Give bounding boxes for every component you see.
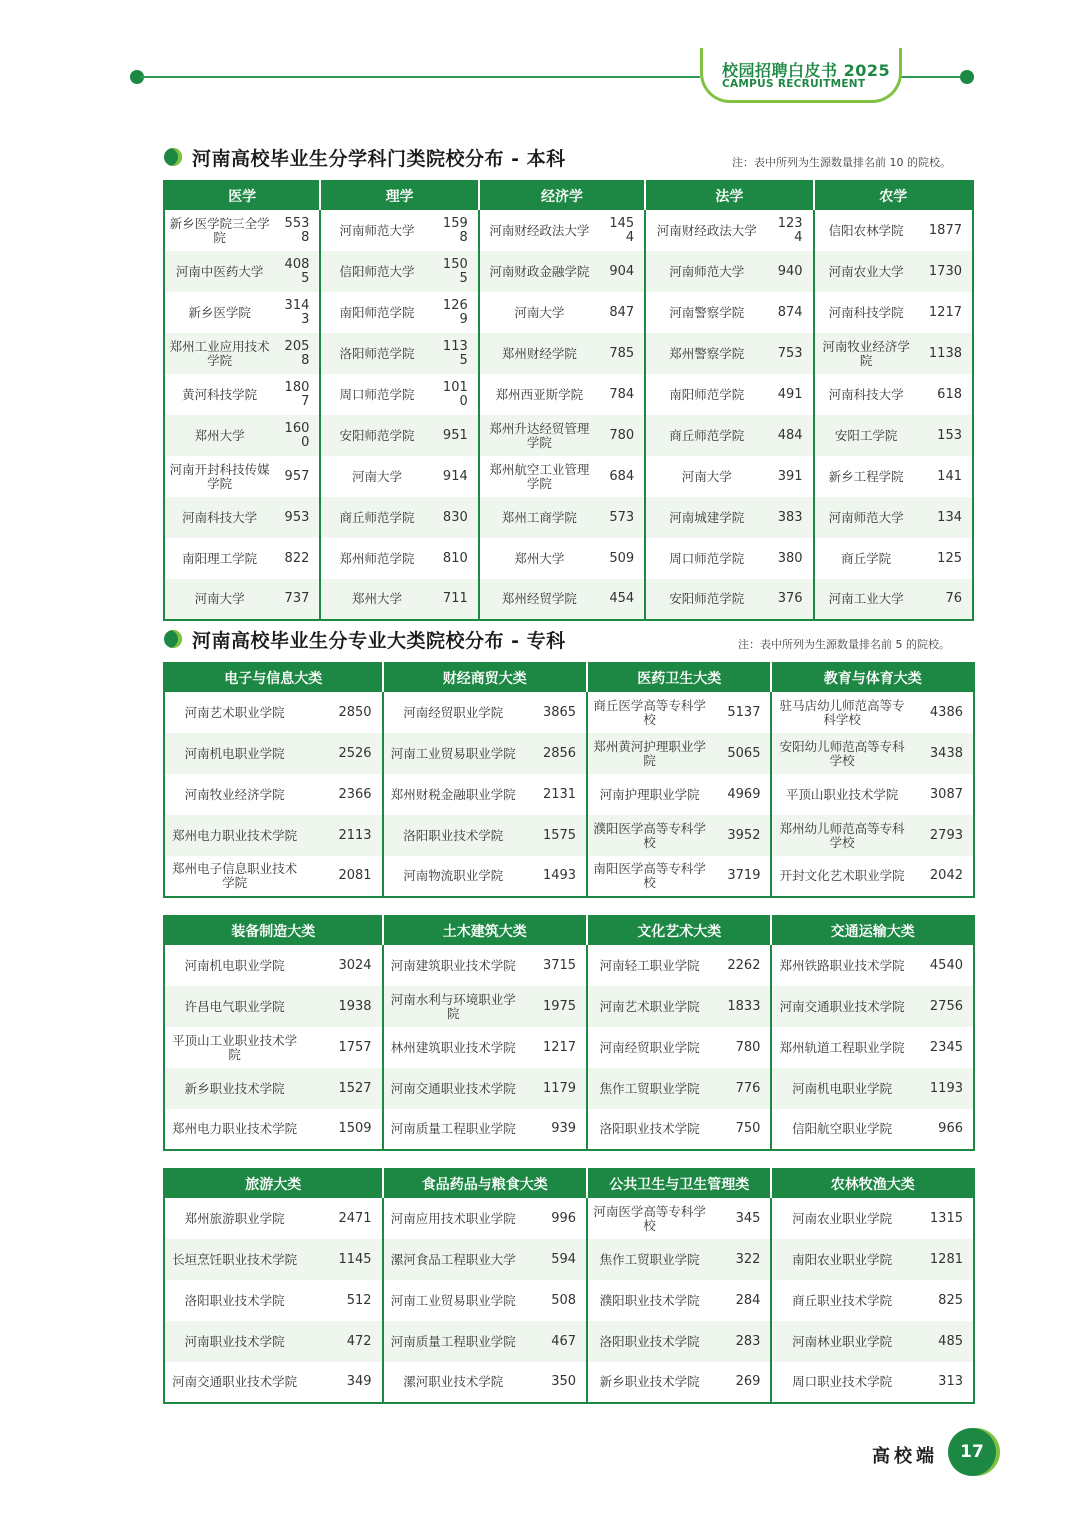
school-name: 洛阳职业技术学院: [599, 1121, 700, 1136]
graduate-count: 737: [274, 579, 320, 620]
graduate-count: 512: [304, 1280, 382, 1321]
graduate-count: 1975: [523, 986, 587, 1027]
graduate-count: 2081: [304, 856, 382, 897]
school-name: 濮阳医学高等专科学校: [587, 815, 711, 856]
school-name: 洛阳职业技术学院: [383, 815, 523, 856]
graduate-count: 822: [274, 538, 320, 579]
graduate-count: 1493: [523, 856, 587, 897]
school-name: 河南机电职业学院: [184, 957, 285, 973]
graduate-count: 1807: [274, 374, 320, 415]
table-row: [164, 1109, 974, 1150]
school-name: 河南大学: [681, 468, 732, 484]
school-name: 河南交通职业技术学院: [383, 1068, 523, 1109]
graduate-count: 141: [937, 468, 962, 484]
vocational-note: 注：表中所列为生源数量排名前 5 的院校。: [738, 638, 950, 651]
school-name: 河南林业职业学院: [771, 1321, 911, 1362]
school-name: 濮阳职业技术学院: [599, 1292, 700, 1308]
school-name: 河南艺术职业学院: [184, 704, 285, 720]
table-row: [164, 374, 973, 415]
school-name: 郑州电力职业技术学院: [172, 1121, 298, 1136]
school-name: 河南财政金融学院: [479, 251, 599, 292]
school-name: 河南农业职业学院: [792, 1210, 893, 1226]
graduate-count: 1138: [918, 333, 973, 374]
school-name: 郑州大学: [164, 415, 274, 456]
column-header: 电子与信息大类: [164, 663, 383, 692]
graduate-count: 1234: [767, 210, 813, 251]
brand-logo: [700, 48, 900, 104]
column-header: 教育与体育大类: [771, 663, 974, 692]
graduate-count: 2262: [711, 945, 771, 986]
graduate-count: 3715: [523, 945, 587, 986]
vocational-section-title: [164, 627, 566, 651]
column-header: 农学: [814, 181, 973, 210]
graduate-count: 2856: [523, 733, 587, 774]
school-name: 新乡医学院: [188, 304, 251, 320]
graduate-count: 1315: [929, 1210, 963, 1226]
graduate-count: 3719: [711, 856, 771, 897]
table-row: [164, 456, 973, 497]
graduate-count: 825: [938, 1292, 963, 1308]
table-row: [164, 945, 974, 986]
school-name: 河南质量工程职业学院: [390, 1121, 516, 1136]
graduate-count: 996: [523, 1198, 587, 1239]
graduate-count: 1281: [912, 1239, 974, 1280]
school-name: 洛阳师范学院: [320, 333, 432, 374]
brand-title: 校园招聘白皮书 2025: [722, 61, 891, 80]
school-name: 河南水利与环境职业学院: [383, 986, 523, 1027]
section-bullet-icon: [164, 148, 182, 166]
school-name: 林州建筑职业技术学院: [390, 1039, 516, 1055]
school-name: 新乡工程学院: [828, 468, 904, 484]
footer-label: 高校端: [872, 1446, 938, 1467]
graduate-count: 750: [711, 1109, 771, 1150]
school-name: 安阳师范学院: [320, 415, 432, 456]
table-row: [164, 333, 973, 374]
school-name: 郑州大学: [320, 579, 432, 620]
graduate-count: 4386: [929, 704, 963, 720]
school-name: 南阳理工学院: [182, 550, 258, 566]
school-name: 南阳师范学院: [339, 304, 415, 320]
school-name: 商丘师范学院: [320, 497, 432, 538]
graduate-count: 780: [711, 1027, 771, 1068]
column-header: 理学: [320, 181, 478, 210]
school-name: 郑州电力职业技术学院: [164, 815, 304, 856]
graduate-count: 953: [274, 497, 320, 538]
graduate-count: 383: [767, 497, 813, 538]
graduate-count: 1217: [523, 1027, 587, 1068]
school-name: 河南科技大学: [164, 497, 274, 538]
graduate-count: 1135: [433, 333, 479, 374]
column-header: 法学: [645, 181, 813, 210]
vocational-table-1: [163, 662, 975, 898]
column-header: 公共卫生与卫生管理类: [587, 1169, 771, 1198]
undergrad-table: [163, 180, 974, 621]
graduate-count: 1938: [304, 986, 382, 1027]
undergrad-section-title: [164, 145, 566, 169]
graduate-count: 966: [938, 1121, 963, 1136]
graduate-count: 467: [523, 1321, 587, 1362]
school-name: 郑州电子信息职业技术学院: [172, 861, 298, 890]
table-row: [164, 733, 974, 774]
school-name: 河南机电职业学院: [164, 733, 304, 774]
school-name: 洛阳职业技术学院: [184, 1292, 285, 1308]
graduate-count: 2526: [304, 733, 382, 774]
school-name: 长垣烹饪职业技术学院: [164, 1239, 304, 1280]
graduate-count: 914: [433, 456, 479, 497]
graduate-count: 485: [912, 1321, 974, 1362]
graduate-count: 2113: [304, 815, 382, 856]
school-name: 河南应用技术职业学院: [390, 1210, 516, 1226]
graduate-count: 5065: [711, 733, 771, 774]
school-name: 河南经贸职业学院: [599, 1039, 700, 1055]
school-name: 许昌电气职业学院: [164, 986, 304, 1027]
school-name: 河南工业贸易职业学院: [390, 1292, 516, 1308]
table-row: [164, 497, 973, 538]
school-name: 河南牧业经济学院: [814, 333, 918, 374]
school-name: 河南财经政法大学: [656, 222, 757, 238]
vocational-title-text: 河南高校毕业生分专业大类院校分布 - 专科: [192, 629, 566, 652]
graduate-count: 125: [937, 550, 962, 566]
school-name: 漯河职业技术学院: [403, 1374, 504, 1389]
graduate-count: 284: [711, 1280, 771, 1321]
school-name: 南阳师范学院: [669, 386, 745, 402]
graduate-count: 594: [523, 1239, 587, 1280]
school-name: 周口师范学院: [669, 550, 745, 566]
graduate-count: 957: [274, 456, 320, 497]
school-name: 焦作工贸职业学院: [587, 1068, 711, 1109]
graduate-count: 618: [937, 386, 962, 402]
school-name: 驻马店幼儿师范高等专科学校: [779, 697, 905, 727]
column-header: 交通运输大类: [771, 916, 974, 945]
graduate-count: 753: [767, 333, 813, 374]
school-name: 郑州西亚斯学院: [495, 386, 584, 402]
table-row: [164, 1027, 974, 1068]
graduate-count: 76: [918, 579, 973, 620]
graduate-count: 2131: [523, 774, 587, 815]
graduate-count: 1179: [523, 1068, 587, 1109]
column-header: 装备制造大类: [164, 916, 383, 945]
table-row: [164, 815, 974, 856]
table-row: [164, 986, 974, 1027]
graduate-count: 484: [767, 415, 813, 456]
graduate-count: 1269: [433, 292, 479, 333]
column-header: 财经商贸大类: [383, 663, 588, 692]
school-name: 郑州大学: [514, 550, 565, 566]
school-name: 河南建筑职业技术学院: [390, 957, 516, 973]
school-name: 河南护理职业学院: [599, 786, 700, 802]
school-name: 新乡医学院三全学院: [169, 215, 270, 245]
school-name: 郑州警察学院: [645, 333, 767, 374]
school-name: 河南职业技术学院: [164, 1321, 304, 1362]
table-row: [164, 774, 974, 815]
graduate-count: 5538: [274, 210, 320, 251]
brand-subtitle: CAMPUS RECRUITMENT: [722, 78, 866, 90]
table-row: [164, 1198, 974, 1239]
school-name: 安阳幼儿师范高等专科学校: [771, 733, 911, 774]
school-name: 河南科技大学: [828, 386, 904, 402]
school-name: 开封文化艺术职业学院: [779, 868, 905, 883]
graduate-count: 472: [304, 1321, 382, 1362]
table-row: [164, 579, 973, 620]
column-header: 医药卫生大类: [587, 663, 771, 692]
school-name: 信阳师范大学: [320, 251, 432, 292]
vocational-table-3: [163, 1168, 975, 1404]
school-name: 安阳工学院: [814, 415, 918, 456]
school-name: 河南城建学院: [645, 497, 767, 538]
graduate-count: 3438: [912, 733, 974, 774]
school-name: 焦作工贸职业学院: [587, 1239, 711, 1280]
column-header: 食品药品与粮食大类: [383, 1169, 588, 1198]
header-right-rule: [900, 76, 964, 78]
graduate-count: 376: [767, 579, 813, 620]
column-header: 土木建筑大类: [383, 916, 588, 945]
table-row: [164, 692, 974, 733]
school-name: 河南警察学院: [669, 304, 745, 320]
school-name: 河南开封科技传媒学院: [169, 461, 270, 491]
undergrad-note: 注：表中所列为生源数量排名前 10 的院校。: [732, 156, 951, 169]
table-row: [164, 1068, 974, 1109]
school-name: 周口师范学院: [339, 386, 415, 402]
school-name: 商丘职业技术学院: [792, 1292, 893, 1308]
graduate-count: 1010: [433, 374, 479, 415]
graduate-count: 785: [599, 333, 645, 374]
graduate-count: 4540: [929, 957, 963, 973]
school-name: 河南机电职业学院: [771, 1068, 911, 1109]
graduate-count: 269: [711, 1362, 771, 1403]
graduate-count: 1757: [304, 1027, 382, 1068]
graduate-count: 3865: [523, 692, 587, 733]
table-row: [164, 1362, 974, 1403]
school-name: 河南工业贸易职业学院: [383, 733, 523, 774]
graduate-count: 350: [523, 1362, 587, 1403]
school-name: 平顶山职业技术学院: [785, 786, 899, 802]
graduate-count: 847: [599, 292, 645, 333]
school-name: 商丘学院: [841, 550, 892, 566]
graduate-count: 904: [599, 251, 645, 292]
graduate-count: 1454: [599, 210, 645, 251]
section-bullet-icon: [164, 630, 182, 648]
graduate-count: 3087: [929, 786, 963, 802]
school-name: 商丘医学高等专科学校: [593, 697, 706, 727]
column-header: 农林牧渔大类: [771, 1169, 974, 1198]
graduate-count: 1833: [711, 986, 771, 1027]
graduate-count: 2366: [304, 774, 382, 815]
graduate-count: 1600: [274, 415, 320, 456]
school-name: 安阳师范学院: [645, 579, 767, 620]
graduate-count: 684: [599, 456, 645, 497]
graduate-count: 830: [433, 497, 479, 538]
graduate-count: 2756: [912, 986, 974, 1027]
graduate-count: 2345: [929, 1039, 963, 1055]
table-row: [164, 538, 973, 579]
table-row: [164, 292, 973, 333]
school-name: 新乡职业技术学院: [164, 1068, 304, 1109]
graduate-count: 1217: [928, 304, 962, 320]
graduate-count: 313: [938, 1374, 963, 1389]
graduate-count: 776: [711, 1068, 771, 1109]
graduate-count: 3952: [711, 815, 771, 856]
table-row: [164, 415, 973, 456]
school-name: 郑州师范学院: [339, 550, 415, 566]
graduate-count: 1145: [304, 1239, 382, 1280]
school-name: 河南轻工职业学院: [599, 957, 700, 973]
school-name: 平顶山工业职业技术学院: [172, 1032, 298, 1062]
graduate-count: 711: [433, 579, 479, 620]
school-name: 郑州铁路职业技术学院: [779, 957, 905, 973]
school-name: 河南交通职业技术学院: [172, 1374, 298, 1389]
school-name: 郑州幼儿师范高等专科学校: [771, 815, 911, 856]
school-name: 河南师范大学: [339, 222, 415, 238]
header-right-dot: [960, 70, 974, 84]
school-name: 河南财经政法大学: [489, 222, 590, 238]
graduate-count: 1509: [304, 1109, 382, 1150]
graduate-count: 345: [711, 1198, 771, 1239]
school-name: 河南工业大学: [814, 579, 918, 620]
table-row: [164, 251, 973, 292]
school-name: 河南大学: [164, 579, 274, 620]
school-name: 郑州黄河护理职业学院: [587, 733, 711, 774]
graduate-count: 3143: [274, 292, 320, 333]
school-name: 郑州升达经贸管理学院: [479, 415, 599, 456]
graduate-count: 810: [433, 538, 479, 579]
school-name: 河南大学: [352, 468, 403, 484]
graduate-count: 349: [304, 1362, 382, 1403]
school-name: 郑州财经学院: [479, 333, 599, 374]
graduate-count: 153: [918, 415, 973, 456]
graduate-count: 380: [767, 538, 813, 579]
column-header: 医学: [164, 181, 320, 210]
school-name: 洛阳职业技术学院: [587, 1321, 711, 1362]
graduate-count: 2058: [274, 333, 320, 374]
table-row: [164, 1239, 974, 1280]
graduate-count: 573: [599, 497, 645, 538]
page-number: 17: [960, 1442, 984, 1462]
header-left-rule: [140, 76, 700, 78]
school-name: 郑州航空工业管理学院: [489, 461, 590, 491]
graduate-count: 2042: [929, 868, 963, 883]
graduate-count: 2850: [304, 692, 382, 733]
school-name: 河南艺术职业学院: [587, 986, 711, 1027]
graduate-count: 508: [523, 1280, 587, 1321]
school-name: 河南师范大学: [645, 251, 767, 292]
table-row: [164, 856, 974, 897]
graduate-count: 134: [918, 497, 973, 538]
school-name: 郑州旅游职业学院: [184, 1210, 285, 1226]
school-name: 商丘师范学院: [645, 415, 767, 456]
graduate-count: 1505: [433, 251, 479, 292]
school-name: 河南大学: [514, 304, 565, 320]
graduate-count: 454: [599, 579, 645, 620]
school-name: 河南农业大学: [814, 251, 918, 292]
graduate-count: 1598: [433, 210, 479, 251]
graduate-count: 283: [711, 1321, 771, 1362]
column-header: 旅游大类: [164, 1169, 383, 1198]
school-name: 郑州工业应用技术学院: [164, 333, 274, 374]
graduate-count: 874: [767, 292, 813, 333]
school-name: 漯河食品工程职业大学: [383, 1239, 523, 1280]
graduate-count: 391: [767, 456, 813, 497]
school-name: 河南科技学院: [828, 304, 904, 320]
school-name: 信阳农林学院: [828, 222, 904, 238]
graduate-count: 509: [599, 538, 645, 579]
graduate-count: 2793: [912, 815, 974, 856]
graduate-count: 1877: [928, 222, 962, 238]
school-name: 河南质量工程职业学院: [383, 1321, 523, 1362]
undergrad-title-text: 河南高校毕业生分学科门类院校分布 - 本科: [192, 147, 566, 170]
table-row: [164, 1280, 974, 1321]
graduate-count: 322: [711, 1239, 771, 1280]
school-name: 河南交通职业技术学院: [771, 986, 911, 1027]
graduate-count: 491: [767, 374, 813, 415]
school-name: 郑州工商学院: [479, 497, 599, 538]
column-header: 文化艺术大类: [587, 916, 771, 945]
school-name: 河南师范大学: [814, 497, 918, 538]
school-name: 郑州经贸学院: [479, 579, 599, 620]
graduate-count: 4085: [274, 251, 320, 292]
school-name: 郑州财税金融职业学院: [390, 786, 516, 802]
table-row: [164, 210, 973, 251]
school-name: 新乡职业技术学院: [599, 1374, 700, 1389]
vocational-table-2: [163, 915, 975, 1151]
school-name: 河南经贸职业学院: [403, 704, 504, 720]
school-name: 南阳医学高等专科学校: [593, 861, 706, 890]
graduate-count: 940: [767, 251, 813, 292]
school-name: 河南中医药大学: [164, 251, 274, 292]
school-name: 郑州轨道工程职业学院: [779, 1039, 905, 1055]
school-name: 黄河科技学院: [182, 386, 258, 402]
graduate-count: 780: [599, 415, 645, 456]
graduate-count: 1193: [912, 1068, 974, 1109]
graduate-count: 1730: [918, 251, 973, 292]
school-name: 河南牧业经济学院: [184, 786, 285, 802]
graduate-count: 784: [599, 374, 645, 415]
graduate-count: 3024: [304, 945, 382, 986]
school-name: 信阳航空职业学院: [792, 1121, 893, 1136]
school-name: 南阳农业职业学院: [771, 1239, 911, 1280]
graduate-count: 1527: [304, 1068, 382, 1109]
graduate-count: 5137: [711, 692, 771, 733]
graduate-count: 1575: [523, 815, 587, 856]
school-name: 周口职业技术学院: [792, 1374, 893, 1389]
column-header: 经济学: [479, 181, 645, 210]
school-name: 河南医学高等专科学校: [593, 1203, 706, 1233]
school-name: 河南物流职业学院: [403, 868, 504, 883]
graduate-count: 4969: [711, 774, 771, 815]
graduate-count: 939: [523, 1109, 587, 1150]
table-row: [164, 1321, 974, 1362]
graduate-count: 2471: [304, 1198, 382, 1239]
graduate-count: 951: [433, 415, 479, 456]
